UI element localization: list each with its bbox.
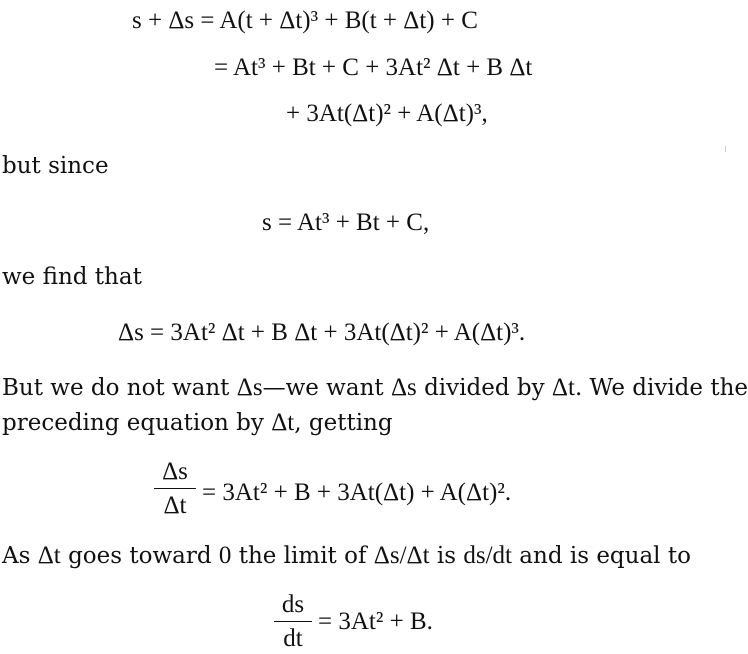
fraction-numerator: ds [281, 591, 305, 618]
text-but-since: but since [2, 153, 109, 179]
fraction-delta-s-over-delta-t [154, 458, 196, 520]
inline-math: Δt [271, 409, 295, 436]
paragraph-text: is [429, 543, 464, 569]
paragraph-text: As [2, 543, 38, 569]
inline-math: Δs/Δt [373, 542, 430, 569]
paragraph-text: goes toward [60, 543, 219, 569]
equation-derivative-rhs: = 3At² + B. [318, 608, 433, 635]
equation-expansion-line-2: = At³ + Bt + C + 3At² Δt + B Δt [214, 54, 533, 81]
equation-expansion-line-3: + 3At(Δt)² + A(Δt)³, [286, 100, 488, 127]
paragraph-text: , getting [294, 410, 393, 436]
inline-math: ds/dt [463, 542, 512, 569]
inline-math: Δs [236, 374, 263, 401]
inline-math: Δs [390, 374, 417, 401]
paragraph-limit [2, 538, 728, 574]
margin-mark [725, 146, 726, 152]
paragraph-delta-s-line-2 [2, 405, 728, 441]
fraction-bar [154, 488, 196, 489]
equation-expansion-line-1: s + Δs = A(t + Δt)³ + B(t + Δt) + C [132, 7, 478, 34]
fraction-ds-over-dt [274, 591, 312, 653]
equation-delta-s: Δs = 3At² Δt + B Δt + 3At(Δt)² + A(Δt)³. [118, 319, 526, 346]
fraction-denominator: Δt [163, 492, 187, 519]
paragraph-text: But we do not want [2, 375, 237, 401]
paragraph-delta-s-line-1 [2, 370, 748, 406]
paragraph-text: and is equal to [511, 543, 691, 569]
fraction-bar [274, 621, 312, 622]
equation-s-definition: s = At³ + Bt + C, [262, 209, 430, 236]
paragraph-text: preceding equation by [2, 410, 272, 436]
equation-quotient-rhs: = 3At² + B + 3At(Δt) + A(Δt)². [202, 479, 512, 506]
paragraph-text: —we want [262, 375, 391, 401]
fraction-numerator: Δs [162, 458, 188, 485]
paragraph-text: . We divide the [574, 375, 748, 401]
fraction-denominator: dt [283, 625, 303, 652]
inline-math: Δt [37, 542, 61, 569]
inline-math: 0 [218, 542, 232, 569]
paragraph-text: divided by [416, 375, 552, 401]
inline-math: Δt [551, 374, 575, 401]
text-we-find-that: we find that [2, 264, 142, 290]
paragraph-text: the limit of [231, 543, 374, 569]
